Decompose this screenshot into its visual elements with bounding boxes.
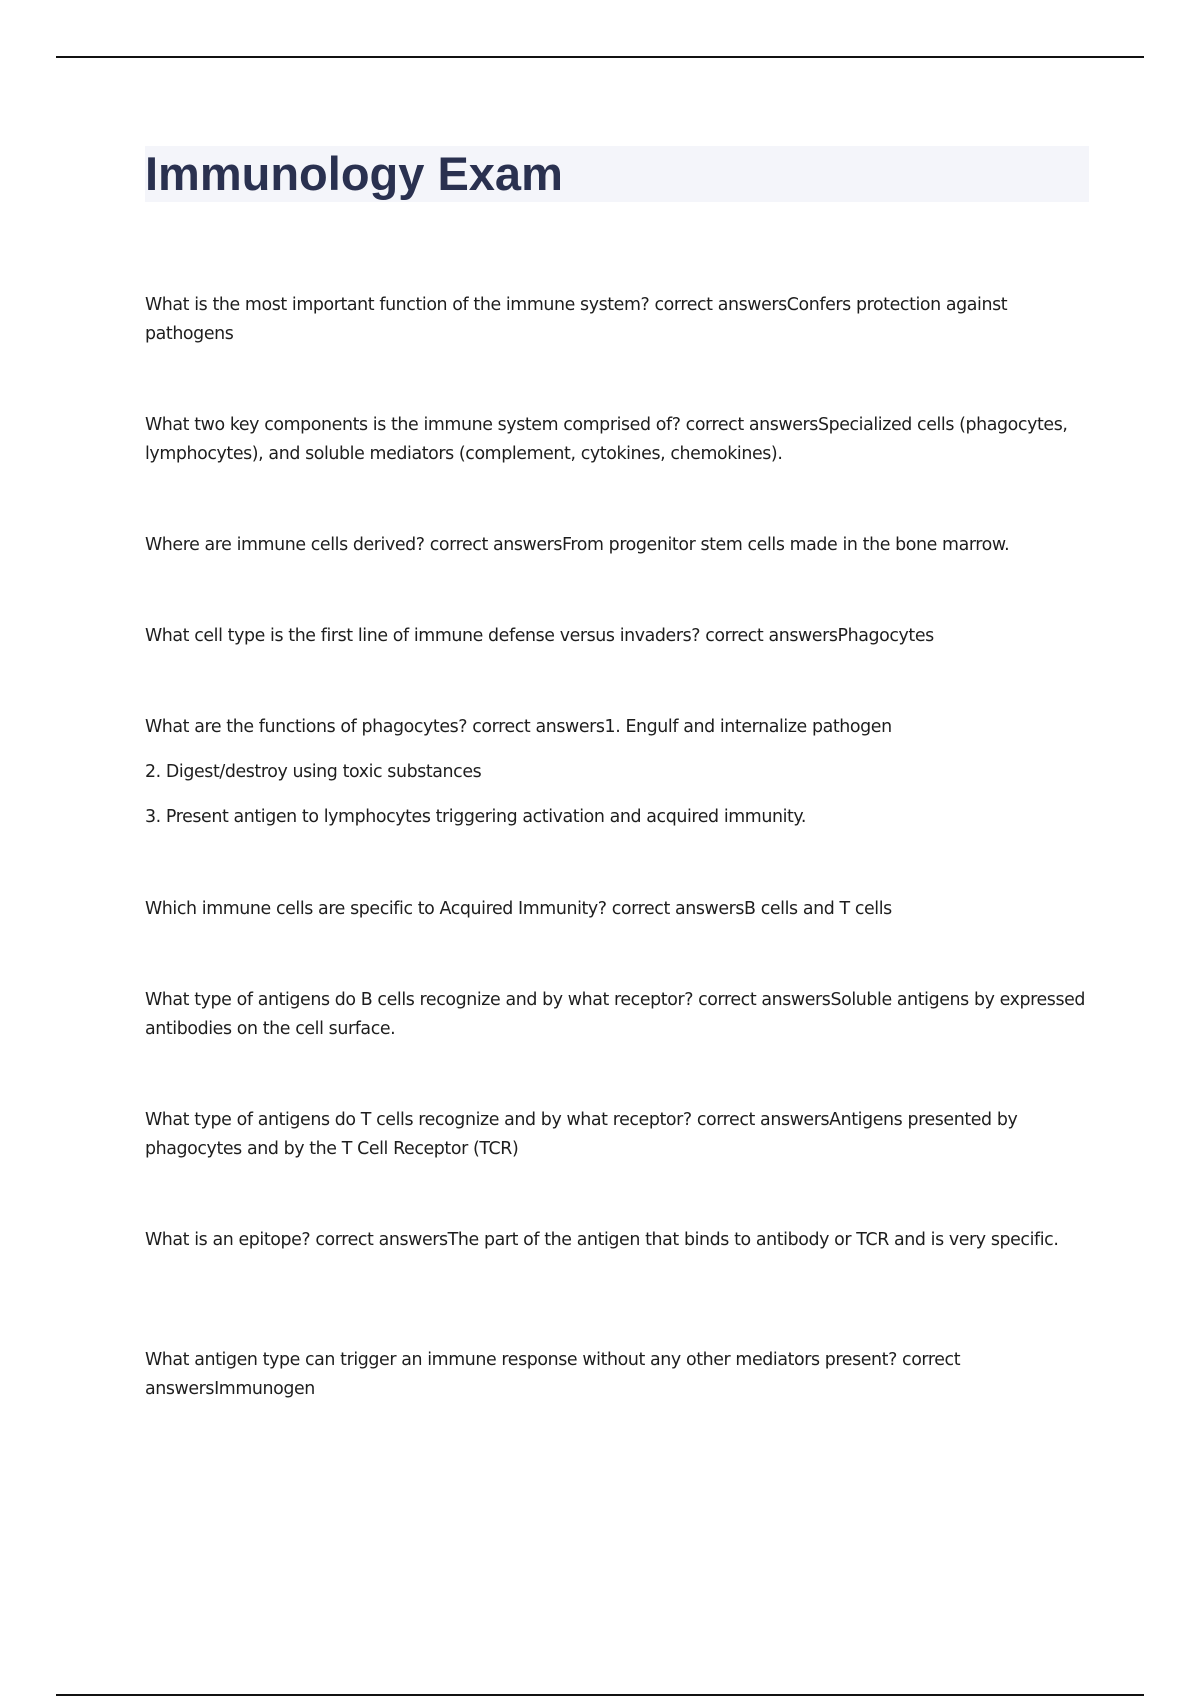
qa-item-4	[145, 622, 1090, 651]
qa-text: Where are immune cells derived? correct answersFrom progenitor stem cells made in the bone marrow.	[145, 535, 1010, 555]
qa-text: What type of antigens do T cells recognize and by what receptor? correct answersAntigens presented by phagocytes and by the T Cell Receptor (TCR)	[145, 1110, 1018, 1159]
footer-rule	[56, 1694, 1144, 1696]
qa-item-3	[145, 531, 1090, 560]
qa-subline-2: 2. Digest/destroy using toxic substances	[145, 762, 482, 782]
qa-text: What cell type is the first line of immune defense versus invaders? correct answersPhagocytes	[145, 626, 934, 646]
page-title: Immunology Exam	[145, 147, 563, 200]
qa-text: What is an epitope? correct answersThe part of the antigen that binds to antibody or TCR and is very specific.	[145, 1230, 1059, 1250]
qa-item-6	[145, 895, 1090, 924]
qa-subline-3: 3. Present antigen to lymphocytes triggering activation and acquired immunity.	[145, 807, 806, 827]
qa-text: What are the functions of phagocytes? correct answers1. Engulf and internalize pathogen	[145, 717, 892, 737]
qa-text: What type of antigens do B cells recognize and by what receptor? correct answersSoluble antigens by expressed antibodies on the cell surface.	[145, 990, 1086, 1039]
qa-item-1	[145, 291, 1090, 349]
qa-item-10	[145, 1346, 1090, 1404]
qa-text: What two key components is the immune system comprised of? correct answersSpecialized cells (phagocytes, lymphocytes), and soluble mediators (complement, cytokines, chemokines).	[145, 415, 1068, 464]
qa-text: What antigen type can trigger an immune response without any other mediators present? correct answersImmunogen	[145, 1350, 961, 1399]
qa-text: Which immune cells are specific to Acquired Immunity? correct answersB cells and T cells	[145, 899, 892, 919]
qa-item-7	[145, 986, 1090, 1044]
qa-item-8	[145, 1106, 1090, 1164]
header-rule	[56, 56, 1144, 58]
qa-item-2	[145, 411, 1090, 469]
qa-item-9	[145, 1226, 1090, 1255]
qa-item-5	[145, 713, 1090, 832]
qa-text: What is the most important function of the immune system? correct answersConfers protection against pathogens	[145, 295, 1008, 344]
